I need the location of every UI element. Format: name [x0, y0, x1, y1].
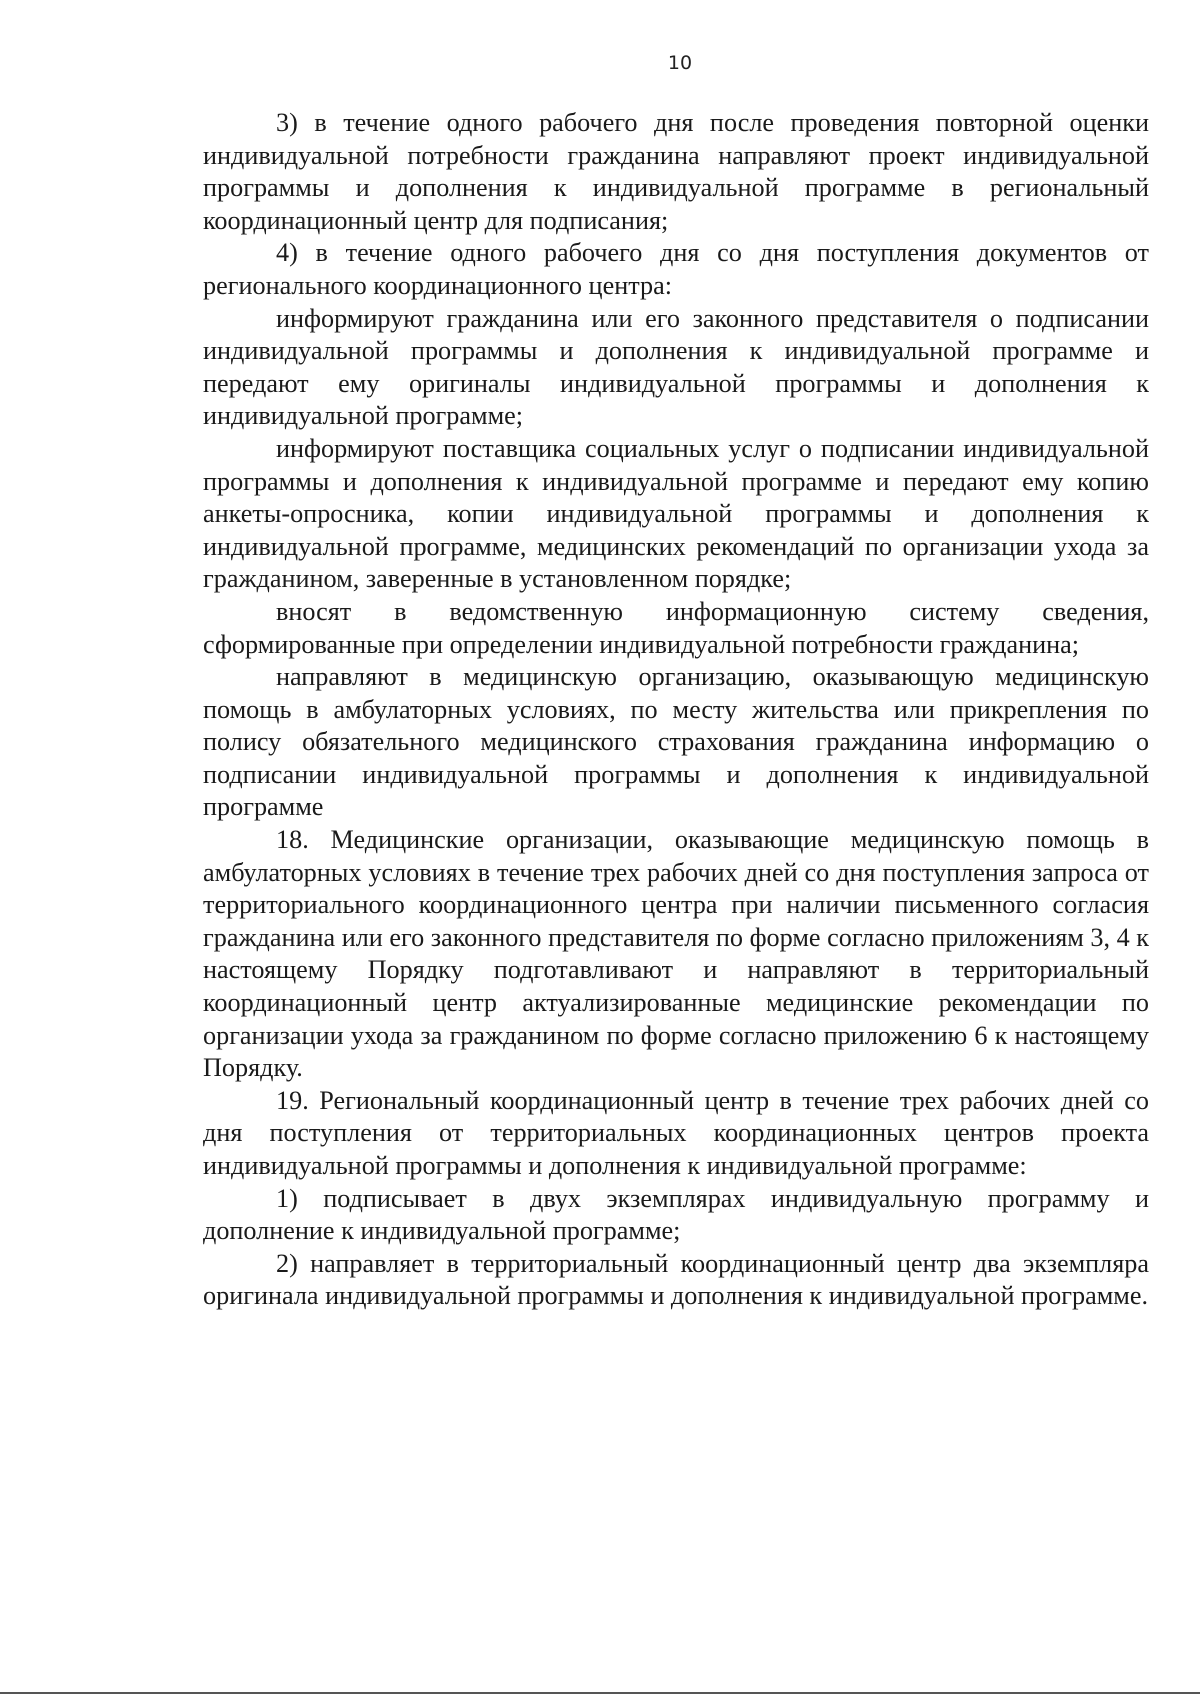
document-body — [203, 107, 1149, 1313]
paragraph-clause-19: 19. Региональный координационный центр в течение трех рабочих дней со дня поступления от территориальных координационных центров проекта индивидуальной программы и дополнения к индивидуальной программе: — [203, 1085, 1149, 1180]
paragraph-enter-system: вносят в ведомственную информационную систему сведения, сформированные при определении индивидуальной потребности гражданина; — [203, 596, 1149, 659]
paragraph-clause-18: 18. Медицинские организации, оказывающие медицинскую помощь в амбулаторных условиях в течение трех рабочих дней со дня поступления запроса от территориального координационного центра при наличии письменного согласия гражданина или его законного представителя по форме согласно приложениям 3, 4 к настоящему Порядку подготавливают и направляют в территориальный координационный центр актуализированные медицинские рекомендации по организации ухода за гражданином по форме согласно приложению 6 к настоящему Порядку. — [203, 825, 1149, 1083]
paragraph-clause-19-item-2: 2) направляет в территориальный координационный центр два экземпляра оригинала индивидуальной программы и дополнения к индивидуальной программе. — [203, 1248, 1149, 1311]
paragraph-clause-19-item-1: 1) подписывает в двух экземплярах индивидуальную программу и дополнение к индивидуальной программе; — [203, 1183, 1149, 1246]
paragraph-item-3: 3) в течение одного рабочего дня после проведения повторной оценки индивидуальной потребности гражданина направляют проект индивидуальной программы и дополнения к индивидуальной программе в региональный координационный центр для подписания; — [203, 108, 1149, 235]
paragraph-send-medical-org: направляют в медицинскую организацию, оказывающую медицинскую помощь в амбулаторных условиях, по месту жительства или прикрепления по полису обязательного медицинского страхования гражданина информацию о подписании индивидуальной программы и дополнения к индивидуальной программе — [203, 662, 1149, 822]
page-number: 10 — [667, 52, 693, 74]
paragraph-item-4: 4) в течение одного рабочего дня со дня поступления документов от регионального координационного центра: — [203, 238, 1149, 300]
paragraph-inform-provider: информируют поставщика социальных услуг о подписании индивидуальной программы и дополнения к индивидуальной программе и передают ему копию анкеты-опросника, копии индивидуальной программы и дополнения к индивидуальной программе, медицинских рекомендаций по организации ухода за гражданином, заверенные в установленном порядке; — [203, 433, 1149, 594]
paragraph-inform-citizen: информируют гражданина или его законного представителя о подписании индивидуальной программы и дополнения к индивидуальной программе и передают ему оригиналы индивидуальной программы и дополнения к индивидуальной программе; — [203, 303, 1149, 431]
scan-bottom-edge — [0, 1692, 1200, 1694]
